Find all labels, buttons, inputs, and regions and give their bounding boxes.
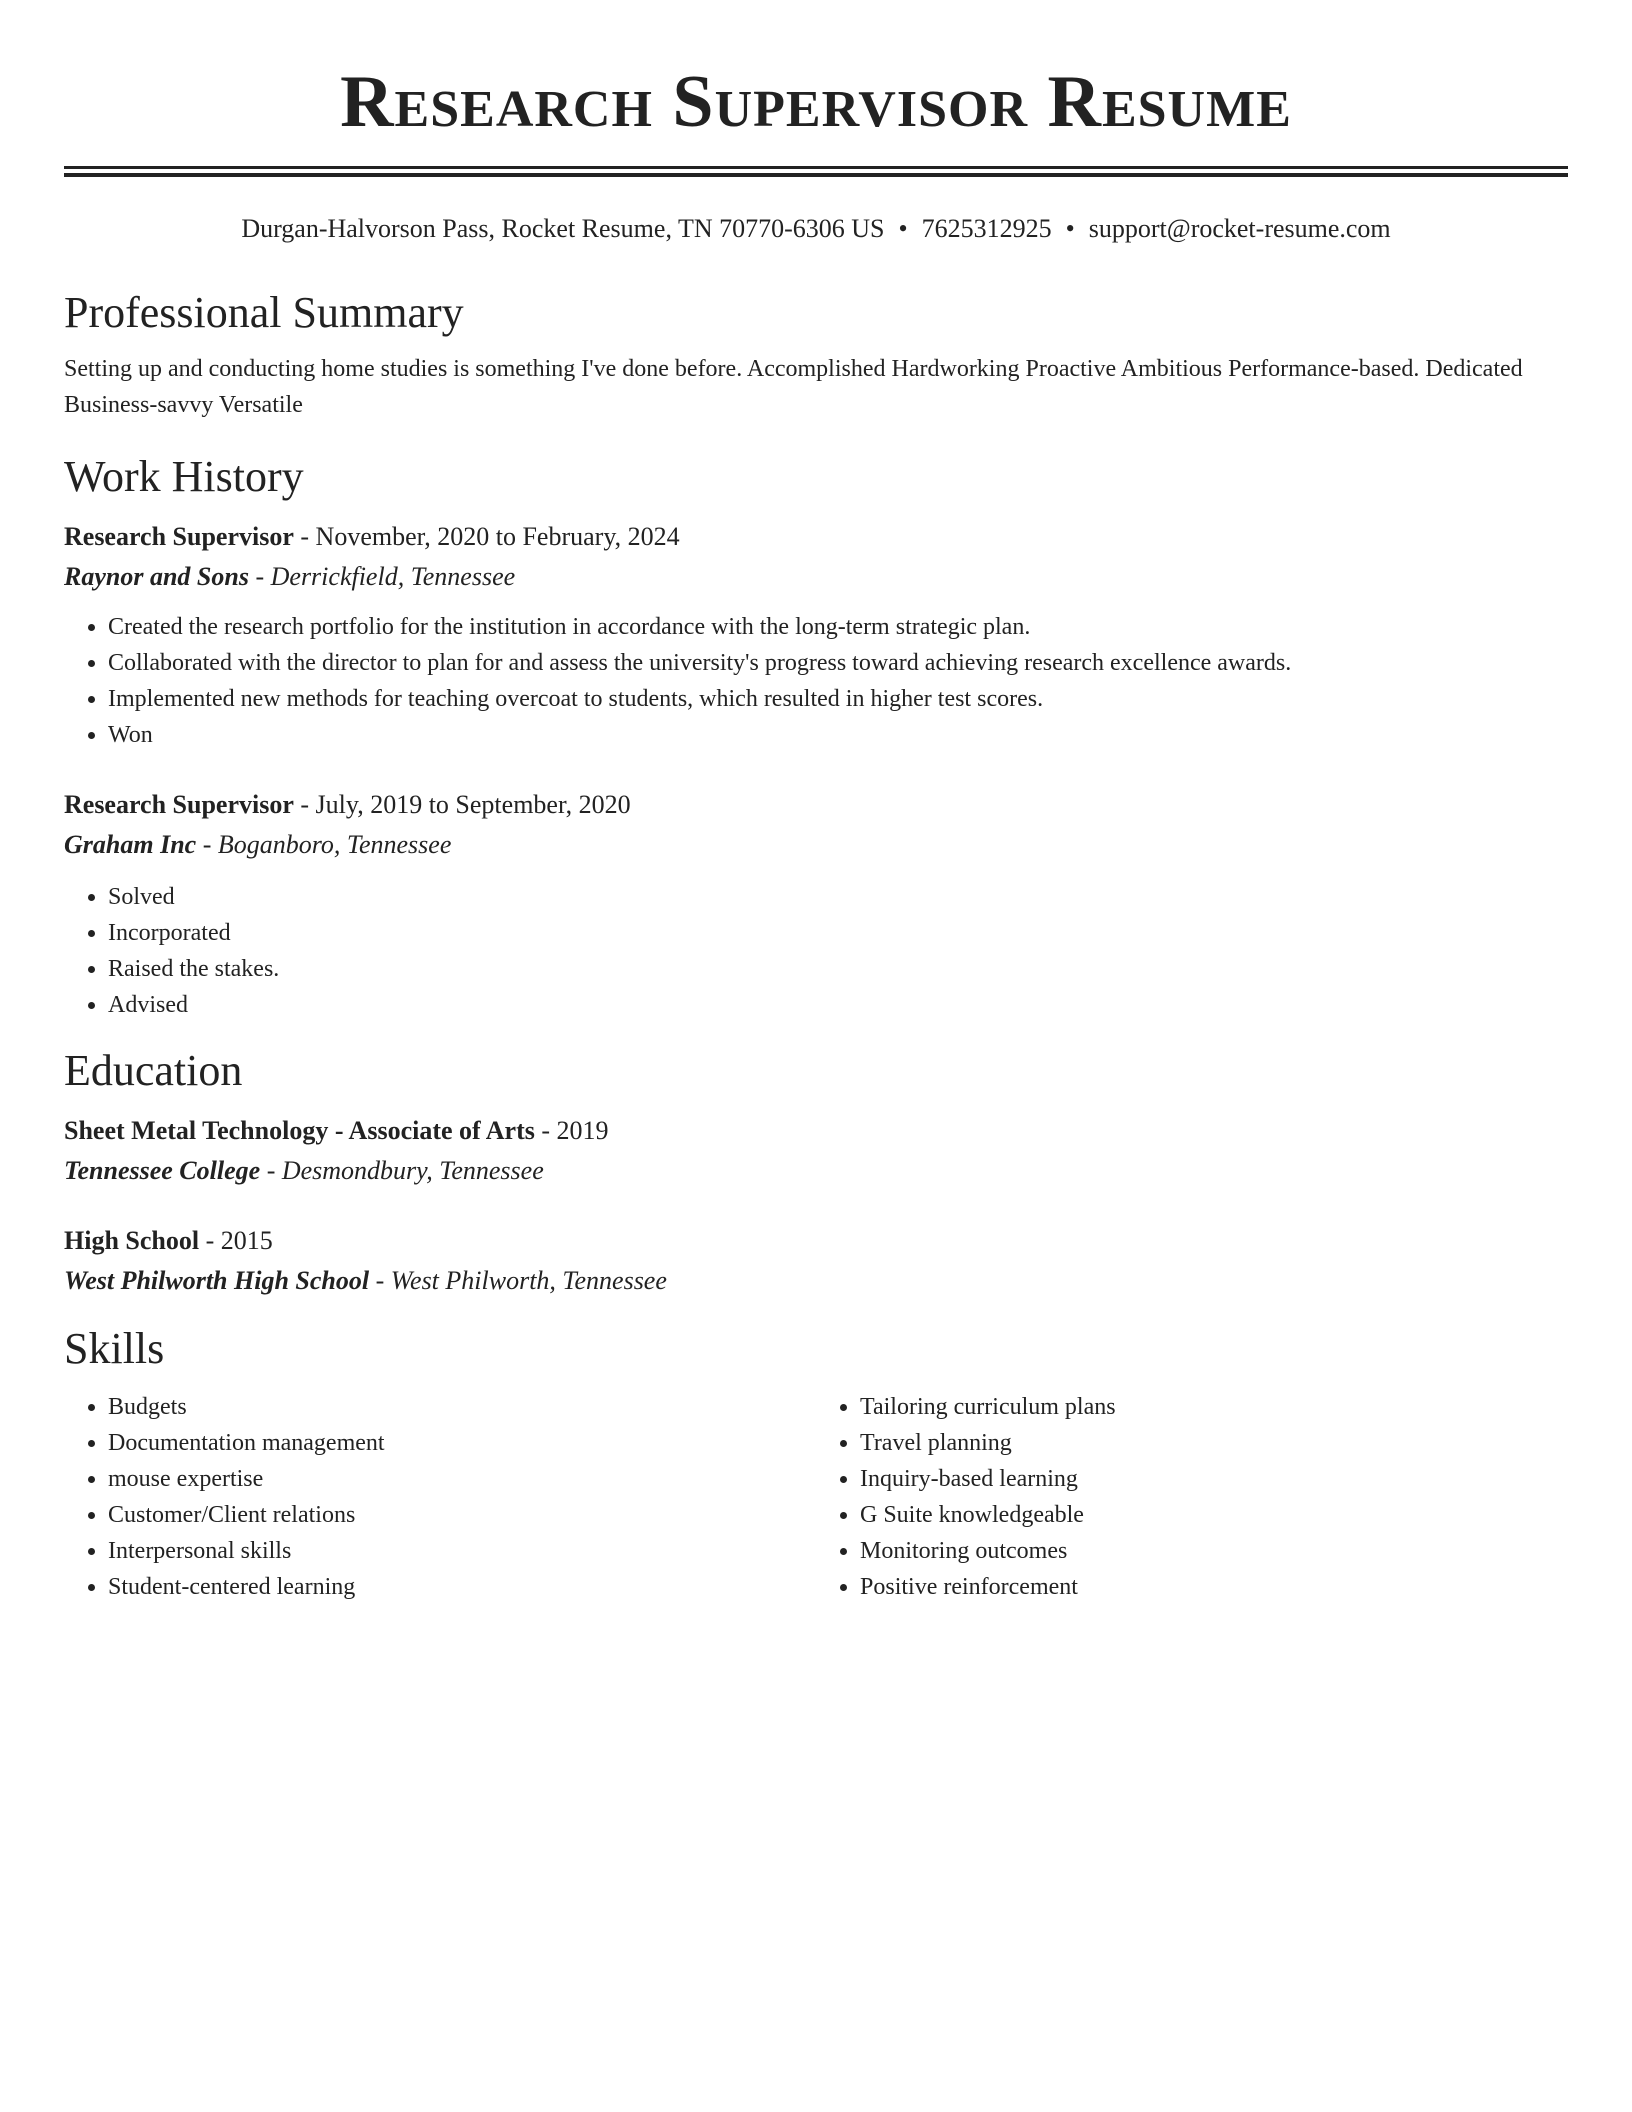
contact-separator: • — [898, 214, 908, 243]
list-item: • Created the research portfolio for the institution in accordance with the long-term strategic plan. — [108, 609, 1568, 645]
summary-heading: Professional Summary — [64, 288, 464, 337]
skills-section — [64, 1323, 1568, 1605]
education-entry — [64, 1221, 1568, 1301]
skill-item: • Interpersonal skills — [108, 1533, 816, 1569]
job-employer — [64, 557, 1568, 597]
work-entry — [64, 785, 1568, 1023]
school-name: West Philworth High School — [64, 1266, 370, 1295]
skill-item: • Student-centered learning — [108, 1569, 816, 1605]
summary-section — [64, 287, 1568, 423]
skill-item: • Customer/Client relations — [108, 1497, 816, 1533]
school-line — [64, 1151, 1568, 1191]
degree-name: High School — [64, 1226, 200, 1255]
degree-year: - 2019 — [534, 1116, 609, 1145]
list-item: • Raised the stakes. — [108, 951, 1568, 987]
education-section — [64, 1045, 1568, 1301]
job-header — [64, 785, 1568, 825]
skill-item: • Inquiry-based learning — [860, 1461, 1568, 1497]
job-dates: - November, 2020 to February, 2024 — [293, 522, 680, 551]
contact-email: support@rocket-resume.com — [1088, 214, 1391, 243]
company-name: Graham Inc — [64, 830, 197, 859]
degree-year: - 2015 — [199, 1226, 273, 1255]
summary-text: Setting up and conducting home studies is something I've done before. Accomplished Hardworking Proactive Ambitious Performance-based. Dedicated Business-savvy Versatile — [64, 356, 1523, 418]
job-bullets — [64, 879, 1568, 1023]
skills-list-left — [64, 1389, 816, 1605]
list-item: • Implemented new methods for teaching overcoat to students, which resulted in higher test scores. — [108, 681, 1568, 717]
contact-phone: 7625312925 — [921, 214, 1052, 243]
list-item: • Incorporated — [108, 915, 1568, 951]
list-item: • Advised — [108, 987, 1568, 1023]
school-location: - West Philworth, Tennessee — [369, 1266, 667, 1295]
company-location: - Boganboro, Tennessee — [196, 830, 452, 859]
work-entry — [64, 517, 1568, 753]
skill-item: • Documentation management — [108, 1425, 816, 1461]
skills-columns — [64, 1389, 1568, 1605]
school-line — [64, 1261, 1568, 1301]
company-location: - Derrickfield, Tennessee — [248, 562, 516, 591]
job-dates: - July, 2019 to September, 2020 — [293, 790, 631, 819]
school-location: - Desmondbury, Tennessee — [260, 1156, 544, 1185]
skill-item: • mouse expertise — [108, 1461, 816, 1497]
list-item: • Collaborated with the director to plan for and assess the university's progress toward achieving research excellence awards. — [108, 645, 1568, 681]
degree-header — [64, 1111, 1568, 1151]
contact-separator: • — [1065, 214, 1075, 243]
title-double-rule — [64, 166, 1568, 177]
contact-address: Durgan-Halvorson Pass, Rocket Resume, TN 70770-6306 US — [241, 214, 885, 243]
work-history-heading: Work History — [64, 452, 304, 501]
list-item: • Solved — [108, 879, 1568, 915]
list-item: • Won — [108, 717, 1568, 753]
skill-item: • Tailoring curriculum plans — [860, 1389, 1568, 1425]
degree-header — [64, 1221, 1568, 1261]
skill-item: • G Suite knowledgeable — [860, 1497, 1568, 1533]
skill-item: • Budgets — [108, 1389, 816, 1425]
skills-heading: Skills — [64, 1324, 165, 1373]
skill-item: • Monitoring outcomes — [860, 1533, 1568, 1569]
contact-line — [64, 213, 1568, 245]
education-heading: Education — [64, 1046, 243, 1095]
company-name: Raynor and Sons — [64, 562, 249, 591]
degree-name: Sheet Metal Technology - Associate of Arts — [64, 1116, 535, 1145]
school-name: Tennessee College — [64, 1156, 261, 1185]
job-bullets — [64, 609, 1568, 753]
resume-title: Research Supervisor Resume — [340, 61, 1292, 143]
skill-item: • Positive reinforcement — [860, 1569, 1568, 1605]
work-history-section — [64, 451, 1568, 1023]
skill-item: • Travel planning — [860, 1425, 1568, 1461]
job-employer — [64, 825, 1568, 865]
education-entry — [64, 1111, 1568, 1191]
job-header — [64, 517, 1568, 557]
job-title: Research Supervisor — [64, 522, 294, 551]
skills-list-right — [816, 1389, 1568, 1605]
job-title: Research Supervisor — [64, 790, 294, 819]
